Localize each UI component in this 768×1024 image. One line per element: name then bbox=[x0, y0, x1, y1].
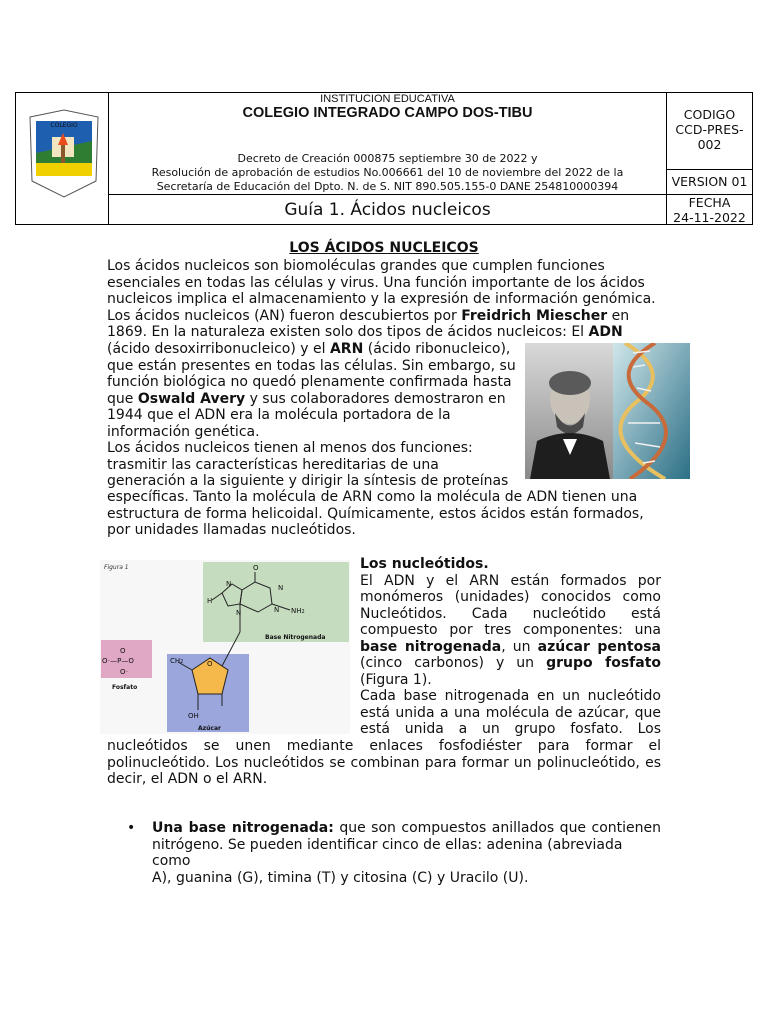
code-cell bbox=[667, 93, 752, 170]
svg-text:O: O bbox=[120, 647, 126, 655]
intro-line: que están presentes en todas las células. Sin embargo, su bbox=[107, 357, 516, 374]
intro-line: Los ácidos nucleicos son biomoléculas grandes que cumplen funciones bbox=[107, 258, 605, 274]
decree-text bbox=[109, 152, 666, 194]
nucleotides-line: Cada base nitrogenada en un nucleótido bbox=[360, 688, 661, 704]
avery-name: Oswald Avery bbox=[137, 390, 246, 407]
document-header bbox=[15, 92, 753, 225]
bullet-term: Una base nitrogenada: bbox=[152, 820, 334, 836]
intro-text: que bbox=[107, 390, 138, 407]
svg-text:O⁻—P—O: O⁻—P—O bbox=[102, 657, 134, 665]
adn-term: ADN bbox=[588, 324, 623, 340]
date-value: 24-11-2022 bbox=[673, 210, 746, 225]
nucleotides-line: Nucleótidos. Cada nucleótido está bbox=[360, 605, 661, 622]
sugar-label: Azúcar bbox=[198, 725, 221, 732]
svg-text:CH2: CH2 bbox=[170, 657, 184, 665]
intro-line bbox=[107, 391, 517, 408]
figure-caption: Figura 1 bbox=[104, 564, 129, 571]
base-label: Base Nitrogenada bbox=[265, 634, 326, 641]
svg-text:O: O bbox=[253, 564, 259, 572]
bullet-line: nitrógeno. Se pueden identificar cinco de ellas: adenina (abreviada como bbox=[152, 836, 623, 869]
intro-line bbox=[107, 308, 667, 325]
functions-line: trasmitir las características hereditarias de una bbox=[107, 456, 439, 473]
svg-text:NH2: NH2 bbox=[291, 607, 305, 615]
svg-text:H: H bbox=[207, 597, 213, 605]
svg-text:O: O bbox=[207, 660, 213, 668]
guide-title-cell bbox=[109, 195, 667, 224]
phosphate-term: grupo fosfato bbox=[546, 655, 662, 671]
intro-text: Los ácidos nucleicos (AN) fueron descubiertos por bbox=[107, 307, 462, 324]
functions-line: generación a la siguiente y dirigir la síntesis de proteínas bbox=[107, 473, 509, 489]
base-term: base nitrogenada bbox=[360, 638, 502, 655]
nucleotides-line: (Figura 1). bbox=[360, 671, 432, 688]
functions-line: específicas. Tanto la molécula de ARN como la molécula de ADN tienen una bbox=[107, 489, 638, 505]
nucleotides-full-line: polinucleótido. Los nucleótidos se combinan para formar un polinucleótido, es bbox=[107, 754, 661, 771]
school-logo bbox=[16, 93, 109, 224]
bullet-line bbox=[152, 820, 661, 837]
intro-text: (ácido ribonucleico), bbox=[363, 341, 511, 357]
intro-line bbox=[107, 324, 667, 341]
nucleotides-column bbox=[360, 556, 661, 738]
institution-label: INSTITUCION EDUCATIVA bbox=[320, 93, 455, 105]
functions-line: por unidades llamadas nucleótidos. bbox=[107, 522, 356, 538]
intro-text: y sus colaboradores demostraron en bbox=[245, 390, 506, 407]
nucleotides-line: está unida a una molécula de azúcar, que bbox=[360, 704, 661, 721]
nucleotides-line: está unida a un grupo fosfato. Los bbox=[360, 721, 661, 737]
version-cell bbox=[667, 170, 752, 195]
decree-line-2: Resolución de aprobación de estudios No.006661 del 10 de noviembre del 2022 de la bbox=[151, 166, 624, 179]
intro-line: información genética. bbox=[107, 423, 260, 440]
svg-text:N: N bbox=[278, 584, 284, 592]
intro-text: 1869. En la naturaleza existen solo dos tipos de ácidos nucleicos: El bbox=[107, 324, 589, 340]
nucleotides-full-line: decir, el ADN o el ARN. bbox=[107, 771, 268, 787]
nucleotides-text: , un bbox=[501, 638, 538, 655]
arn-term: ARN bbox=[329, 341, 364, 357]
intro-narrow bbox=[107, 341, 517, 490]
decree-line-1: Decreto de Creación 000875 septiembre 30 de 2022 y bbox=[237, 152, 538, 165]
decree-line-3: Secretaría de Educación del Dpto. N. de S. NIT 890.505.155-0 DANE 254810000394 bbox=[156, 180, 619, 193]
bullet-marker: • bbox=[127, 820, 136, 836]
header-institution-cell bbox=[109, 93, 667, 195]
school-name: COLEGIO INTEGRADO CAMPO DOS-TIBU bbox=[242, 105, 533, 121]
functions-line: estructura de forma helicoidal. Químicamente, estos ácidos están formados, bbox=[107, 505, 644, 522]
intro-text: (ácido desoxirribonucleico) y el bbox=[107, 341, 330, 357]
svg-text:OH: OH bbox=[188, 712, 199, 720]
nucleotides-line: compuesto por tres componentes: una bbox=[360, 622, 661, 638]
intro-line: 1944 que el ADN era la molécula portadora de la bbox=[107, 407, 451, 423]
logo-text-top: COLEGIO bbox=[50, 122, 78, 129]
svg-text:O⁻: O⁻ bbox=[120, 668, 129, 676]
functions-paragraph bbox=[107, 489, 667, 539]
nucleotides-line bbox=[360, 655, 661, 672]
bullet-item bbox=[152, 820, 661, 886]
code-value-2: 002 bbox=[697, 137, 722, 152]
intro-paragraph bbox=[107, 258, 667, 341]
intro-line: nucleicos implica el almacenamiento y la expresión de información genómica. bbox=[107, 291, 656, 307]
svg-text:N: N bbox=[226, 580, 232, 588]
nucleotides-text: (cinco carbonos) y un bbox=[360, 655, 547, 671]
nucleotides-full bbox=[107, 738, 661, 788]
nucleotides-heading: Los nucleótidos. bbox=[360, 556, 489, 572]
bullet-text: que son compuestos anillados que contienen bbox=[333, 820, 662, 836]
intro-line bbox=[107, 341, 517, 358]
bullet-line: A), guanina (G), timina (T) y citosina (C) y Uracilo (U). bbox=[152, 869, 529, 886]
svg-text:N: N bbox=[274, 606, 280, 614]
date-cell bbox=[667, 195, 752, 224]
section-title: LOS ÁCIDOS NUCLEICOS bbox=[289, 240, 479, 256]
date-label: FECHA bbox=[688, 195, 731, 210]
logo-cell bbox=[16, 93, 109, 224]
miescher-name: Freidrich Miescher bbox=[461, 307, 608, 324]
functions-line: Los ácidos nucleicos tienen al menos dos funciones: bbox=[107, 440, 473, 456]
nucleotides-line: monómeros (unidades) conocidos como bbox=[360, 589, 661, 605]
base-region bbox=[203, 562, 349, 642]
nucleotides-line: El ADN y el ARN están formados por bbox=[360, 572, 661, 589]
nucleotide-figure bbox=[100, 560, 350, 734]
code-value-1: CCD-PRES- bbox=[675, 122, 744, 137]
miescher-dna-image bbox=[525, 343, 690, 479]
version: VERSION 01 bbox=[671, 174, 748, 189]
guide-title: Guía 1. Ácidos nucleicos bbox=[284, 200, 491, 220]
intro-line: esenciales en todas las células y virus. Una función importante de los ácidos bbox=[107, 274, 645, 291]
intro-line: función biológica no quedó plenamente confirmada hasta bbox=[107, 374, 512, 390]
intro-text: en bbox=[607, 307, 630, 324]
svg-text:N: N bbox=[236, 609, 242, 617]
phosphate-label: Fosfato bbox=[112, 684, 138, 691]
nucleotides-line bbox=[360, 639, 661, 656]
code-label: CODIGO bbox=[683, 107, 736, 122]
nucleotides-full-line: nucleótidos se unen mediante enlaces fosfodiéster para formar el bbox=[107, 738, 661, 754]
sugar-term: azúcar pentosa bbox=[537, 638, 661, 655]
